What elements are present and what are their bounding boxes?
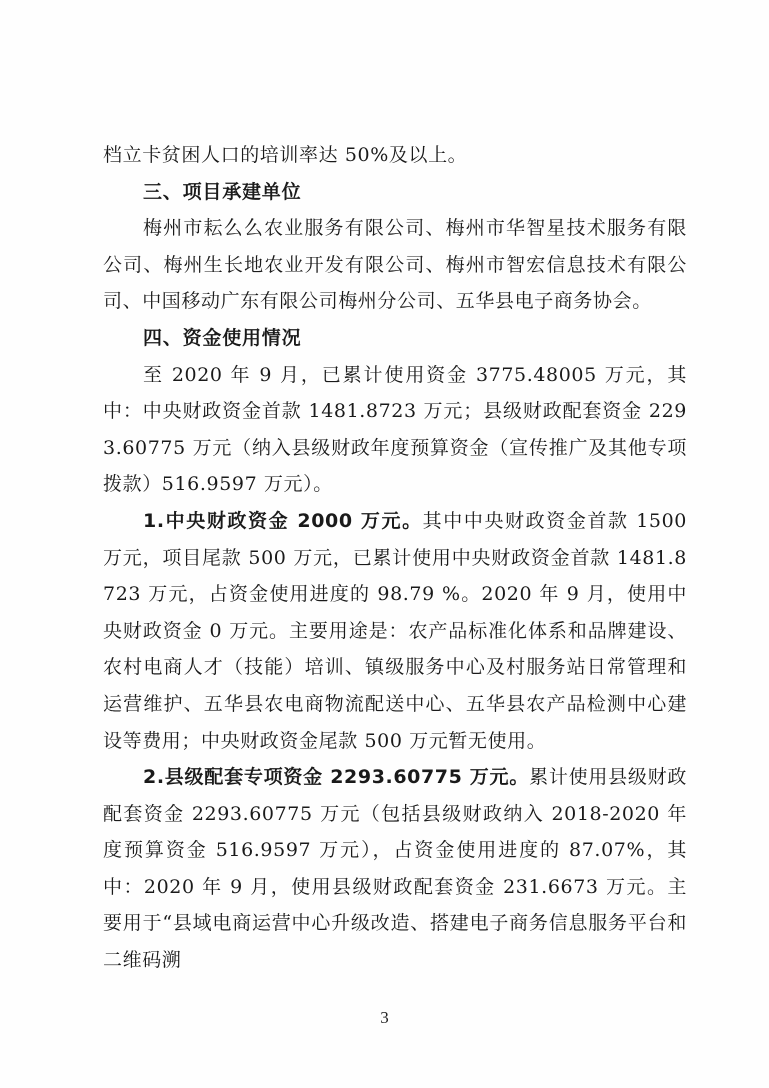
- central-funds-details: 其中中央财政资金首款 1500 万元，项目尾款 500 万元，已累计使用中央财政资金首款 1481.8723 万元，占资金使用进度的 98.79 %。2020 年 9 月，使用中央财政资金 0 万元。主要用途是：农产品标准化体系和品牌建设、农村电商人才（技能）培训、镇级服务中心及村服务站日常管理和运营维护、五华县农电商物流配送中心、五华县农产品检测中心建设等费用；中央财政资金尾款 500 万元暂无使用。: [103, 509, 687, 752]
- county-funds-details: 累计使用县级财政配套资金 2293.60775 万元（包括县级财政纳入 2018-2020 年度预算资金 516.9597 万元），占资金使用进度的 87.07%，其中：2020 年 9 月，使用县级财政配套资金 231.6673 万元。主要用于“县域电商运营中心升级改造、搭建电子商务信息服务平台和二维码溯: [103, 766, 687, 972]
- central-funds-lead: 1.中央财政资金 2000 万元。: [143, 509, 423, 532]
- section-heading-fund-usage: 四、资金使用情况: [143, 326, 302, 349]
- page-number: 3: [380, 1008, 389, 1027]
- paragraph-continuation: 档立卡贫困人口的培训率达 50%及以上。: [103, 144, 468, 166]
- paragraph-fund-summary: 至 2020 年 9 月，已累计使用资金 3775.48005 万元，其中：中央财政资金首款 1481.8723 万元；县级财政配套资金 2293.60775 万元（纳入县级财政年度预算资金（宣传推广及其他专项拨款）516.9597 万元）。: [103, 363, 687, 496]
- document-body: [103, 137, 687, 979]
- paragraph-county-funds: [103, 759, 687, 979]
- county-funds-lead: 2.县级配套专项资金 2293.60775 万元。: [143, 766, 530, 789]
- section-heading-contractors: 三、项目承建单位: [143, 180, 302, 203]
- paragraph-contractor-list: 梅州市耘么么农业服务有限公司、梅州市华智星技术服务有限公司、梅州生长地农业开发有限公司、梅州市智宏信息技术有限公司、中国移动广东有限公司梅州分公司、五华县电子商务协会。: [103, 217, 687, 313]
- paragraph-central-funds: [103, 503, 687, 759]
